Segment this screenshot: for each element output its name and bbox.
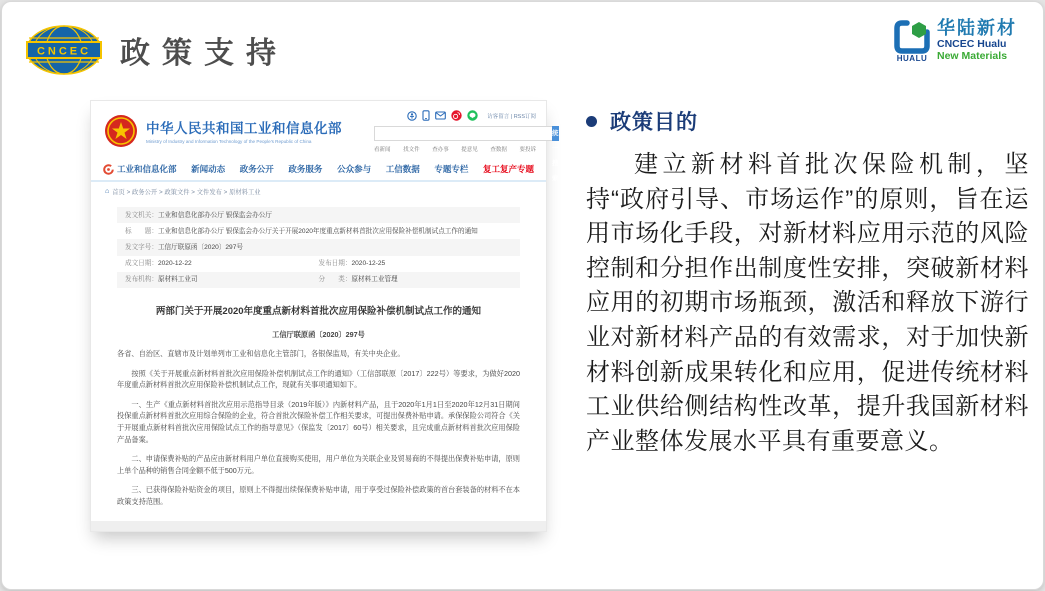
website-screenshot (90, 100, 559, 532)
document-body (117, 348, 520, 508)
meta-value: 2020-12-25 (351, 260, 386, 268)
accessibility-icon[interactable] (407, 111, 417, 121)
nav-item-services[interactable]: 政务服务 (288, 164, 323, 174)
quick-link[interactable]: 查数据 (490, 147, 507, 153)
meta-label: 标 题： (125, 227, 158, 235)
breadcrumb-text: 首页 > 政务公开 > 政策文件 > 文件发布 > 原材料工业 (112, 189, 261, 196)
policy-heading: 政策目的 (610, 111, 698, 134)
nav-item-resumption[interactable]: 复工复产专题 (482, 164, 534, 174)
meta-row-dates (117, 256, 520, 272)
site-search-button[interactable]: 统一搜索 (552, 126, 559, 141)
meta-label: 发文字号： (125, 243, 158, 251)
meta-label: 分 类： (318, 276, 352, 284)
nav-item-disclosure[interactable]: 政务公开 (239, 164, 274, 174)
meta-row-publisher (117, 272, 520, 288)
nav-item-news[interactable]: 新闻动态 (191, 164, 226, 174)
meta-value: 原材料工业管理 (351, 276, 398, 284)
meta-label: 发布日期： (318, 260, 352, 268)
meta-value: 原材料工业司 (157, 276, 198, 284)
wechat-icon[interactable] (467, 110, 478, 121)
site-search-input[interactable] (374, 126, 552, 141)
doc-paragraph: 二、申请保费补贴的产品应由新材料用户单位直接购买使用，用户单位为关联企业及贸易商的不得提出保费补贴申请，原则上单个品种的销售合同金额不低于500万元。 (117, 454, 520, 475)
quick-links (374, 145, 536, 153)
doc-paragraph: 按照《关于开展重点新材料首批次应用保险补偿机制试点工作的通知》（工信部联原〔2017〕222号）等要求，为做好2020年度重点新材料首批次应用保险补偿机制试点工作，现就有关事项通知如下。 (117, 368, 520, 390)
ministry-name-en: Ministry of Industry and Information Technology of the People's Republic of China (146, 139, 312, 145)
meta-label: 发布机构： (125, 276, 158, 284)
quick-link[interactable]: 看新闻 (374, 147, 391, 153)
bullet-icon (586, 116, 597, 127)
ministry-name: 中华人民共和国工业和信息化部 (146, 121, 342, 136)
site-nav (91, 157, 546, 182)
home-icon: ⌂ (105, 188, 110, 195)
meta-row-number (117, 239, 520, 255)
nav-item-label: 工业和信息化部 (117, 164, 177, 174)
nav-item-data[interactable]: 工信数据 (385, 164, 420, 174)
nav-item-topics[interactable]: 专题专栏 (434, 164, 469, 174)
gov-portal-icon (103, 164, 114, 175)
meta-label: 发文机关： (125, 211, 158, 219)
policy-body-text: 建立新材料首批次保险机制，坚持“政府引导、市场运作”的原则，旨在运用市场化手段，对新材料应用示范的风险控制和分担作出制度性安排，突破新材料应用的初期市场瓶颈，激活和释放下游行业对新材料产品的有效需求，对于加快新材料创新成果转化和应用，促进传统材料工业供给侧结构性改革，提升我国新材料产业整体发展水平具有重要意义。 (586, 151, 1029, 455)
meta-label: 成文日期： (125, 260, 158, 268)
slide-header-left (24, 24, 288, 76)
doc-paragraph: 三、已获得保险补贴资金的项目，原则上不得提出续保保费补贴申请，用于享受过保险补偿政策的首台套装备的材料不在本政策支持范围。 (117, 485, 520, 506)
weibo-icon[interactable] (451, 110, 462, 121)
quick-link[interactable]: 提意见 (461, 147, 478, 153)
page-title: 政策支持 (120, 36, 288, 71)
hualu-brand (893, 18, 1017, 63)
meta-row-title (117, 223, 520, 239)
quick-link[interactable]: 找文件 (403, 147, 420, 153)
mail-icon[interactable] (435, 111, 446, 120)
meta-value: 工业和信息化部办公厅 银保监会办公厅关于开展2020年度重点新材料首批次应用保险补偿机制试点工作的通知 (157, 227, 478, 235)
doc-paragraph: 各省、自治区、直辖市及计划单列市工业和信息化主管部门，各银保监局，有关中央企业。 (117, 348, 405, 358)
meta-row-agency (117, 207, 520, 223)
doc-paragraph: 一、生产《重点新材料首批次应用示范指导目录（2019年版）》内新材料产品，且于2020年1月1日至2020年12月31日期间投保重点新材料首批次应用综合保险的企业，符合首批次保险补偿工作相关要求，可提出保费补贴申请。承保保险公司符合《关于开展重点新材料首批次应用保险试点工作的指导意见》（保监发〔2017〕60号）相关要求，且完成重点新材料首批次应用保险产品备案。 (117, 399, 520, 444)
hualu-logo-label: HUALU (896, 54, 928, 63)
visitor-rss-links[interactable]: 访客留言 | RSS订阅 (487, 113, 536, 120)
nav-item-ministry[interactable] (103, 163, 177, 175)
breadcrumb[interactable] (91, 182, 546, 199)
meta-value: 工信厅联原函〔2020〕297号 (157, 243, 243, 251)
brand-name-en1: CNCEC Hualu (937, 38, 1007, 50)
slide (1, 1, 1044, 590)
hualu-logo-icon (893, 18, 931, 56)
document-title: 两部门关于开展2020年度重点新材料首批次应用保险补偿机制试点工作的通知 (155, 305, 482, 317)
cncec-logo-text: CNCEC (36, 45, 92, 58)
quick-link[interactable]: 查办事 (432, 147, 449, 153)
national-emblem-icon (103, 113, 139, 149)
cncec-logo-icon (24, 24, 104, 76)
meta-value: 工业和信息化部办公厅 银保监会办公厅 (157, 211, 272, 219)
nav-item-participation[interactable]: 公众参与 (337, 164, 372, 174)
quick-link[interactable]: 要投诉 (519, 147, 536, 153)
meta-value: 2020-12-22 (157, 260, 192, 268)
site-footer-strip (91, 521, 546, 531)
brand-name-en2: New Materials (937, 50, 1008, 62)
policy-panel (586, 106, 1038, 459)
mobile-icon[interactable] (422, 110, 430, 121)
document-number: 工信厅联原函〔2020〕297号 (272, 329, 365, 339)
brand-name-cn: 华陆新材 (937, 18, 1017, 38)
doc-meta-table (117, 207, 520, 288)
